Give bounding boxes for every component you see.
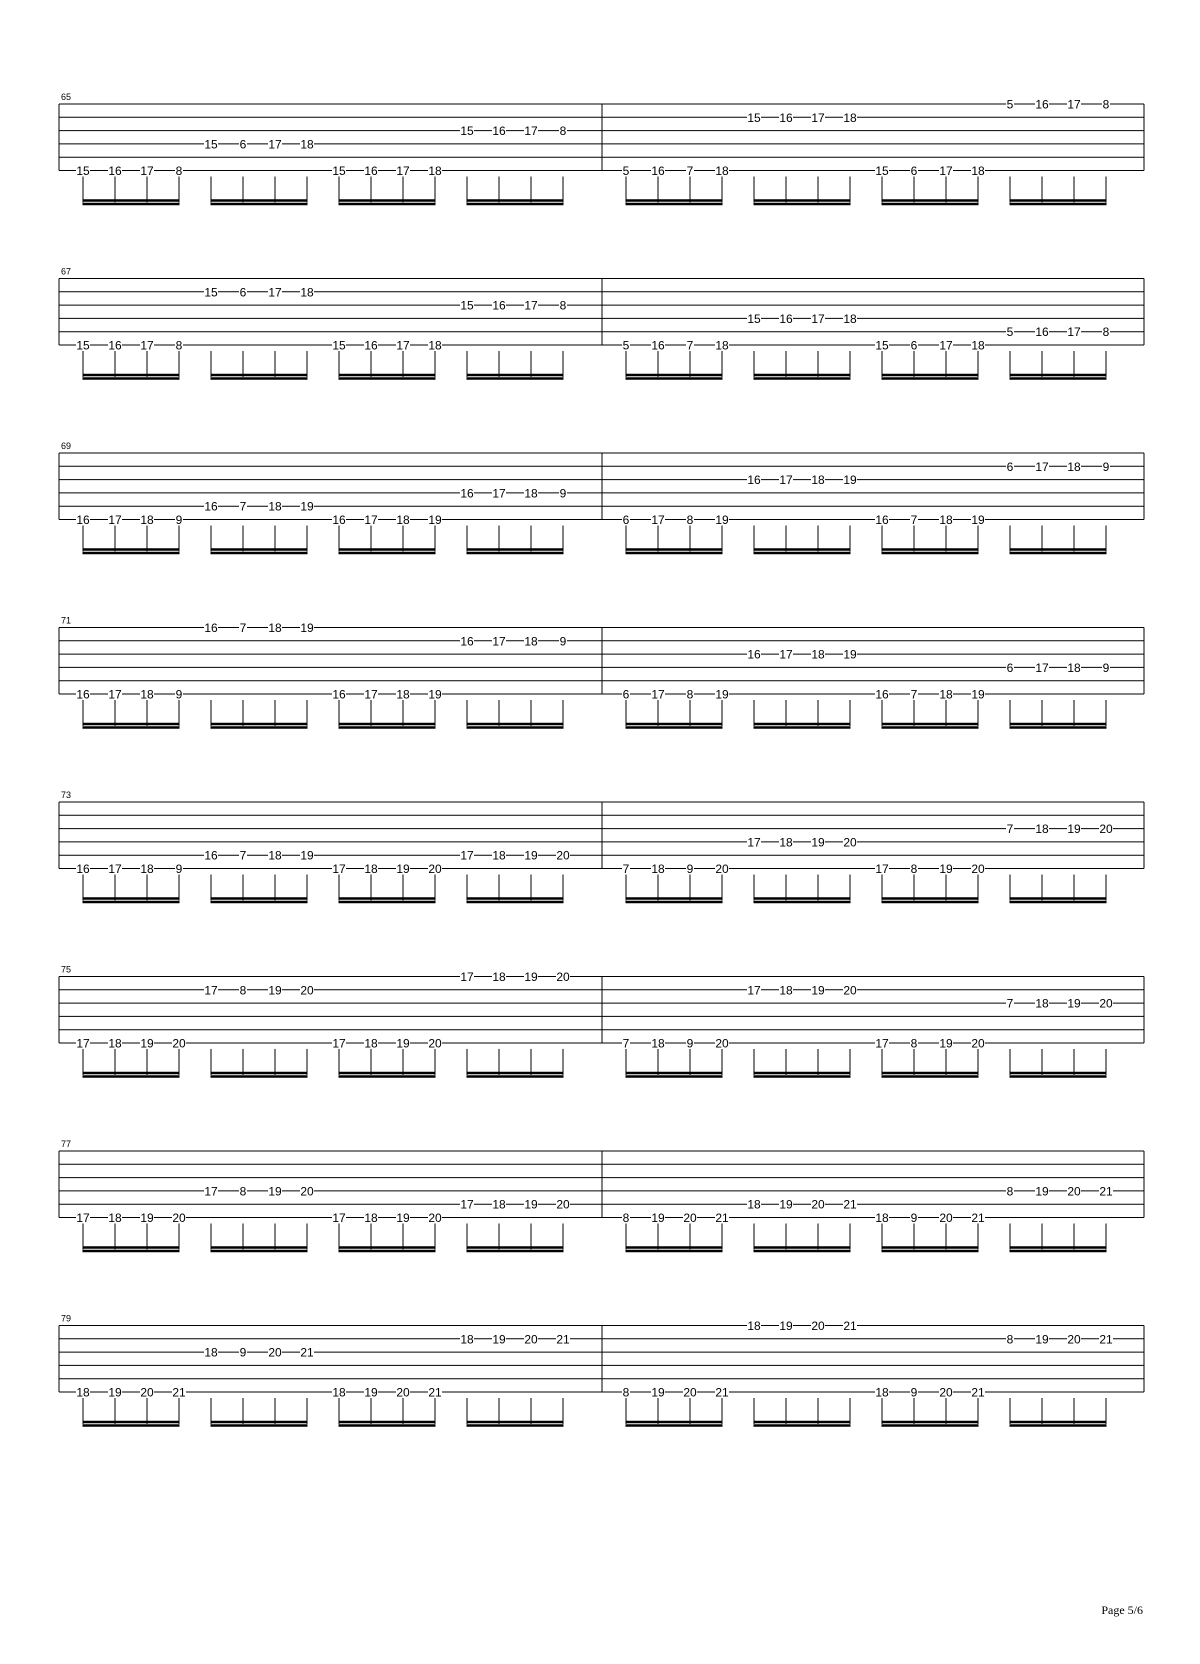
- fret-number: 19: [140, 1036, 154, 1051]
- fret-number: 18: [140, 862, 154, 876]
- fret-number: 18: [364, 1036, 378, 1051]
- tab-system: [59, 441, 1144, 553]
- fret-number: 15: [747, 110, 761, 125]
- fret-number: 17: [460, 970, 474, 984]
- fret-number: 19: [396, 1211, 410, 1225]
- fret-number: 20: [140, 1385, 154, 1400]
- fret-number: 17: [1035, 660, 1049, 675]
- fret-number: 19: [779, 1319, 793, 1333]
- fret-number: 19: [715, 687, 729, 702]
- tab-system: [59, 267, 1144, 379]
- fret-number: 17: [524, 298, 538, 313]
- fret-number: 18: [1067, 459, 1081, 474]
- fret-number: 16: [651, 338, 665, 353]
- fret-number: 18: [939, 687, 953, 702]
- fret-number: 18: [715, 338, 729, 353]
- fret-number: 8: [622, 1211, 630, 1225]
- fret-number: 15: [747, 311, 761, 326]
- fret-number: 19: [1035, 1332, 1049, 1347]
- fret-number: 18: [396, 513, 410, 527]
- fret-number: 8: [559, 124, 567, 139]
- fret-number: 19: [1035, 1184, 1049, 1199]
- fret-number: 7: [1006, 996, 1014, 1011]
- fret-number: 21: [971, 1385, 985, 1400]
- tab-system: [59, 1139, 1144, 1251]
- measure-number: 79: [61, 1313, 72, 1324]
- fret-number: 9: [910, 1211, 918, 1225]
- fret-number: 16: [76, 687, 90, 702]
- fret-number: 18: [460, 1332, 474, 1347]
- fret-number: 20: [524, 1332, 538, 1347]
- fret-number: 6: [622, 513, 630, 527]
- fret-number: 16: [364, 164, 378, 178]
- fret-number: 17: [332, 862, 346, 876]
- fret-number: 21: [428, 1385, 442, 1400]
- fret-number: 17: [76, 1036, 90, 1051]
- fret-number: 6: [1006, 459, 1014, 474]
- fret-number: 16: [1035, 97, 1049, 112]
- fret-number: 21: [172, 1385, 186, 1400]
- fret-number: 16: [779, 311, 793, 326]
- fret-number: 18: [76, 1385, 90, 1400]
- fret-number: 15: [332, 164, 346, 178]
- fret-number: 18: [108, 1036, 122, 1051]
- fret-number: 17: [108, 862, 122, 876]
- fret-number: 18: [268, 848, 282, 863]
- fret-number: 19: [428, 513, 442, 527]
- fret-number: 18: [1035, 996, 1049, 1011]
- fret-number: 19: [939, 862, 953, 876]
- fret-number: 19: [396, 1036, 410, 1051]
- fret-number: 19: [715, 513, 729, 527]
- fret-number: 17: [204, 1184, 218, 1199]
- fret-number: 20: [939, 1211, 953, 1225]
- fret-number: 19: [779, 1197, 793, 1212]
- fret-number: 15: [460, 298, 474, 313]
- fret-number: 17: [268, 137, 282, 152]
- fret-number: 18: [364, 1211, 378, 1225]
- fret-number: 17: [76, 1211, 90, 1225]
- measure-number: 73: [61, 790, 72, 800]
- fret-number: 18: [811, 647, 825, 662]
- fret-number: 8: [1006, 1184, 1014, 1199]
- fret-number: 5: [1006, 325, 1014, 340]
- fret-number: 9: [686, 1036, 694, 1051]
- fret-number: 17: [1067, 97, 1081, 112]
- fret-number: 17: [140, 338, 154, 353]
- fret-number: 19: [811, 835, 825, 850]
- fret-number: 20: [939, 1385, 953, 1400]
- fret-number: 16: [747, 647, 761, 662]
- fret-number: 6: [622, 687, 630, 702]
- measure-number: 75: [61, 964, 72, 975]
- fret-number: 18: [843, 311, 857, 326]
- fret-number: 20: [428, 1036, 442, 1051]
- fret-number: 5: [1006, 97, 1014, 112]
- fret-number: 20: [1067, 1184, 1081, 1199]
- fret-number: 15: [204, 137, 218, 152]
- fret-number: 15: [76, 338, 90, 353]
- fret-number: 17: [396, 164, 410, 178]
- fret-number: 17: [364, 513, 378, 527]
- fret-number: 17: [811, 311, 825, 326]
- fret-number: 20: [715, 1036, 729, 1051]
- fret-number: 20: [396, 1385, 410, 1400]
- fret-number: 9: [175, 862, 183, 876]
- fret-number: 19: [268, 983, 282, 998]
- fret-number: 21: [715, 1385, 729, 1400]
- measure-number: 69: [61, 441, 72, 451]
- fret-number: 9: [686, 862, 694, 876]
- fret-number: 20: [811, 1197, 825, 1212]
- fret-number: 9: [559, 634, 567, 649]
- fret-number: 9: [1102, 459, 1110, 474]
- fret-number: 19: [300, 499, 314, 514]
- fret-number: 18: [524, 486, 538, 501]
- fret-number: 17: [140, 164, 154, 178]
- fret-number: 17: [779, 647, 793, 662]
- fret-number: 20: [843, 835, 857, 850]
- fret-number: 16: [747, 473, 761, 488]
- fret-number: 17: [651, 687, 665, 702]
- fret-number: 6: [239, 285, 247, 300]
- fret-number: 17: [747, 835, 761, 850]
- fret-number: 20: [683, 1211, 697, 1225]
- fret-number: 18: [651, 1036, 665, 1051]
- fret-number: 19: [1067, 822, 1081, 837]
- fret-number: 8: [239, 1184, 247, 1199]
- fret-number: 17: [1035, 459, 1049, 474]
- fret-number: 15: [875, 164, 889, 178]
- fret-number: 18: [747, 1197, 761, 1212]
- fret-number: 16: [875, 513, 889, 527]
- fret-number: 7: [239, 621, 247, 635]
- fret-number: 6: [910, 338, 918, 353]
- fret-number: 21: [843, 1319, 857, 1333]
- fret-number: 19: [108, 1385, 122, 1400]
- fret-number: 18: [492, 970, 506, 984]
- measure-number: 65: [61, 92, 72, 102]
- fret-number: 18: [747, 1319, 761, 1333]
- fret-number: 18: [524, 634, 538, 649]
- fret-number: 19: [268, 1184, 282, 1199]
- fret-number: 17: [939, 164, 953, 178]
- fret-number: 16: [76, 862, 90, 876]
- fret-number: 20: [843, 983, 857, 998]
- fret-number: 16: [332, 513, 346, 527]
- fret-number: 8: [239, 983, 247, 998]
- fret-number: 20: [300, 1184, 314, 1199]
- fret-number: 20: [300, 983, 314, 998]
- fret-number: 18: [204, 1345, 218, 1360]
- fret-number: 17: [651, 513, 665, 527]
- fret-number: 18: [492, 848, 506, 863]
- fret-number: 18: [428, 338, 442, 353]
- fret-number: 20: [971, 862, 985, 876]
- fret-number: 18: [364, 862, 378, 876]
- fret-number: 20: [811, 1319, 825, 1333]
- fret-number: 20: [268, 1345, 282, 1360]
- fret-number: 7: [239, 499, 247, 514]
- fret-number: 17: [332, 1211, 346, 1225]
- measure-number: 71: [61, 615, 72, 626]
- fret-number: 17: [524, 124, 538, 139]
- measure-number: 77: [61, 1139, 72, 1149]
- fret-number: 18: [811, 473, 825, 488]
- fret-number: 16: [108, 338, 122, 353]
- fret-number: 18: [140, 513, 154, 527]
- tab-system: [59, 965, 1144, 1077]
- fret-number: 17: [875, 1036, 889, 1051]
- fret-number: 18: [715, 164, 729, 178]
- fret-number: 20: [428, 1211, 442, 1225]
- fret-number: 21: [300, 1345, 314, 1360]
- fret-number: 18: [1067, 660, 1081, 675]
- fret-number: 16: [651, 164, 665, 178]
- fret-number: 17: [268, 285, 282, 300]
- tab-system: [59, 92, 1144, 204]
- tab-system: [59, 616, 1144, 728]
- fret-number: 18: [875, 1211, 889, 1225]
- fret-number: 18: [300, 137, 314, 152]
- fret-number: 17: [779, 473, 793, 488]
- fret-number: 8: [686, 687, 694, 702]
- fret-number: 8: [175, 164, 183, 178]
- fret-number: 20: [172, 1211, 186, 1225]
- fret-number: 21: [843, 1197, 857, 1212]
- fret-number: 17: [875, 862, 889, 876]
- fret-number: 20: [971, 1036, 985, 1051]
- fret-number: 17: [364, 687, 378, 702]
- fret-number: 19: [843, 647, 857, 662]
- fret-number: 5: [622, 164, 630, 178]
- fret-number: 9: [175, 513, 183, 527]
- fret-number: 20: [556, 1197, 570, 1212]
- fret-number: 8: [1102, 97, 1110, 112]
- fret-number: 18: [332, 1385, 346, 1400]
- fret-number: 17: [492, 486, 506, 501]
- fret-number: 19: [300, 848, 314, 863]
- fret-number: 17: [492, 634, 506, 649]
- fret-number: 19: [300, 621, 314, 635]
- fret-number: 17: [939, 338, 953, 353]
- fret-number: 9: [1102, 660, 1110, 675]
- fret-number: 19: [1067, 996, 1081, 1011]
- fret-number: 16: [332, 687, 346, 702]
- fret-number: 20: [428, 862, 442, 876]
- fret-number: 19: [428, 687, 442, 702]
- fret-number: 18: [300, 285, 314, 300]
- fret-number: 19: [651, 1211, 665, 1225]
- fret-number: 17: [811, 110, 825, 125]
- fret-number: 20: [683, 1385, 697, 1400]
- fret-number: 8: [686, 513, 694, 527]
- fret-number: 7: [239, 848, 247, 863]
- fret-number: 19: [396, 862, 410, 876]
- fret-number: 19: [492, 1332, 506, 1347]
- fret-number: 18: [651, 862, 665, 876]
- fret-number: 20: [556, 848, 570, 863]
- fret-number: 18: [843, 110, 857, 125]
- fret-number: 16: [492, 124, 506, 139]
- fret-number: 7: [910, 513, 918, 527]
- fret-number: 19: [524, 1197, 538, 1212]
- fret-number: 21: [715, 1211, 729, 1225]
- fret-number: 16: [875, 687, 889, 702]
- fret-number: 8: [559, 298, 567, 313]
- fret-number: 15: [460, 124, 474, 139]
- fret-number: 16: [204, 621, 218, 635]
- fret-number: 21: [1099, 1184, 1113, 1199]
- fret-number: 15: [76, 164, 90, 178]
- fret-number: 17: [460, 1197, 474, 1212]
- fret-number: 19: [524, 970, 538, 984]
- fret-number: 18: [396, 687, 410, 702]
- fret-number: 19: [651, 1385, 665, 1400]
- fret-number: 20: [1099, 822, 1113, 837]
- fret-number: 8: [910, 1036, 918, 1051]
- fret-number: 16: [1035, 325, 1049, 340]
- fret-number: 18: [779, 835, 793, 850]
- fret-number: 18: [939, 513, 953, 527]
- fret-number: 6: [910, 164, 918, 178]
- fret-number: 17: [108, 687, 122, 702]
- fret-number: 7: [622, 862, 630, 876]
- fret-number: 9: [175, 687, 183, 702]
- fret-number: 17: [396, 338, 410, 353]
- fret-number: 18: [108, 1211, 122, 1225]
- fret-number: 18: [428, 164, 442, 178]
- fret-number: 20: [1067, 1332, 1081, 1347]
- fret-number: 17: [747, 983, 761, 998]
- fret-number: 8: [1102, 325, 1110, 340]
- fret-number: 6: [1006, 660, 1014, 675]
- fret-number: 7: [622, 1036, 630, 1051]
- fret-number: 7: [686, 338, 694, 353]
- fret-number: 18: [875, 1385, 889, 1400]
- fret-number: 21: [556, 1332, 570, 1347]
- page-number: Page 5/6: [1101, 1603, 1143, 1617]
- fret-number: 15: [332, 338, 346, 353]
- fret-number: 20: [556, 970, 570, 984]
- fret-number: 17: [332, 1036, 346, 1051]
- fret-number: 16: [460, 634, 474, 649]
- fret-number: 18: [492, 1197, 506, 1212]
- measure-number: 67: [61, 266, 72, 277]
- tab-system: [59, 1314, 1144, 1426]
- fret-number: 16: [460, 486, 474, 501]
- fret-number: 18: [268, 621, 282, 635]
- fret-number: 9: [239, 1345, 247, 1360]
- fret-number: 16: [492, 298, 506, 313]
- fret-number: 7: [1006, 822, 1014, 837]
- fret-number: 18: [971, 338, 985, 353]
- fret-number: 20: [172, 1036, 186, 1051]
- fret-number: 19: [843, 473, 857, 488]
- fret-number: 17: [1067, 325, 1081, 340]
- fret-number: 16: [204, 499, 218, 514]
- fret-number: 18: [1035, 822, 1049, 837]
- fret-number: 8: [910, 862, 918, 876]
- fret-number: 16: [76, 513, 90, 527]
- fret-number: 15: [204, 285, 218, 300]
- fret-number: 8: [175, 338, 183, 353]
- fret-number: 17: [460, 848, 474, 863]
- fret-number: 9: [910, 1385, 918, 1400]
- fret-number: 7: [686, 164, 694, 178]
- fret-number: 19: [364, 1385, 378, 1400]
- fret-number: 16: [779, 110, 793, 125]
- fret-number: 16: [364, 338, 378, 353]
- fret-number: 21: [971, 1211, 985, 1225]
- fret-number: 18: [140, 687, 154, 702]
- fret-number: 17: [204, 983, 218, 998]
- fret-number: 18: [268, 499, 282, 514]
- fret-number: 19: [971, 513, 985, 527]
- fret-number: 6: [239, 137, 247, 152]
- fret-number: 19: [939, 1036, 953, 1051]
- fret-number: 19: [971, 687, 985, 702]
- fret-number: 20: [715, 862, 729, 876]
- fret-number: 18: [779, 983, 793, 998]
- fret-number: 15: [875, 338, 889, 353]
- fret-number: 9: [559, 486, 567, 501]
- fret-number: 19: [811, 983, 825, 998]
- fret-number: 5: [622, 338, 630, 353]
- fret-number: 16: [204, 848, 218, 863]
- fret-number: 20: [1099, 996, 1113, 1011]
- fret-number: 17: [108, 513, 122, 527]
- fret-number: 8: [622, 1385, 630, 1400]
- fret-number: 21: [1099, 1332, 1113, 1347]
- fret-number: 19: [524, 848, 538, 863]
- fret-number: 7: [910, 687, 918, 702]
- fret-number: 19: [140, 1211, 154, 1225]
- fret-number: 18: [971, 164, 985, 178]
- tab-system: [59, 790, 1144, 902]
- fret-number: 8: [1006, 1332, 1014, 1347]
- fret-number: 16: [108, 164, 122, 178]
